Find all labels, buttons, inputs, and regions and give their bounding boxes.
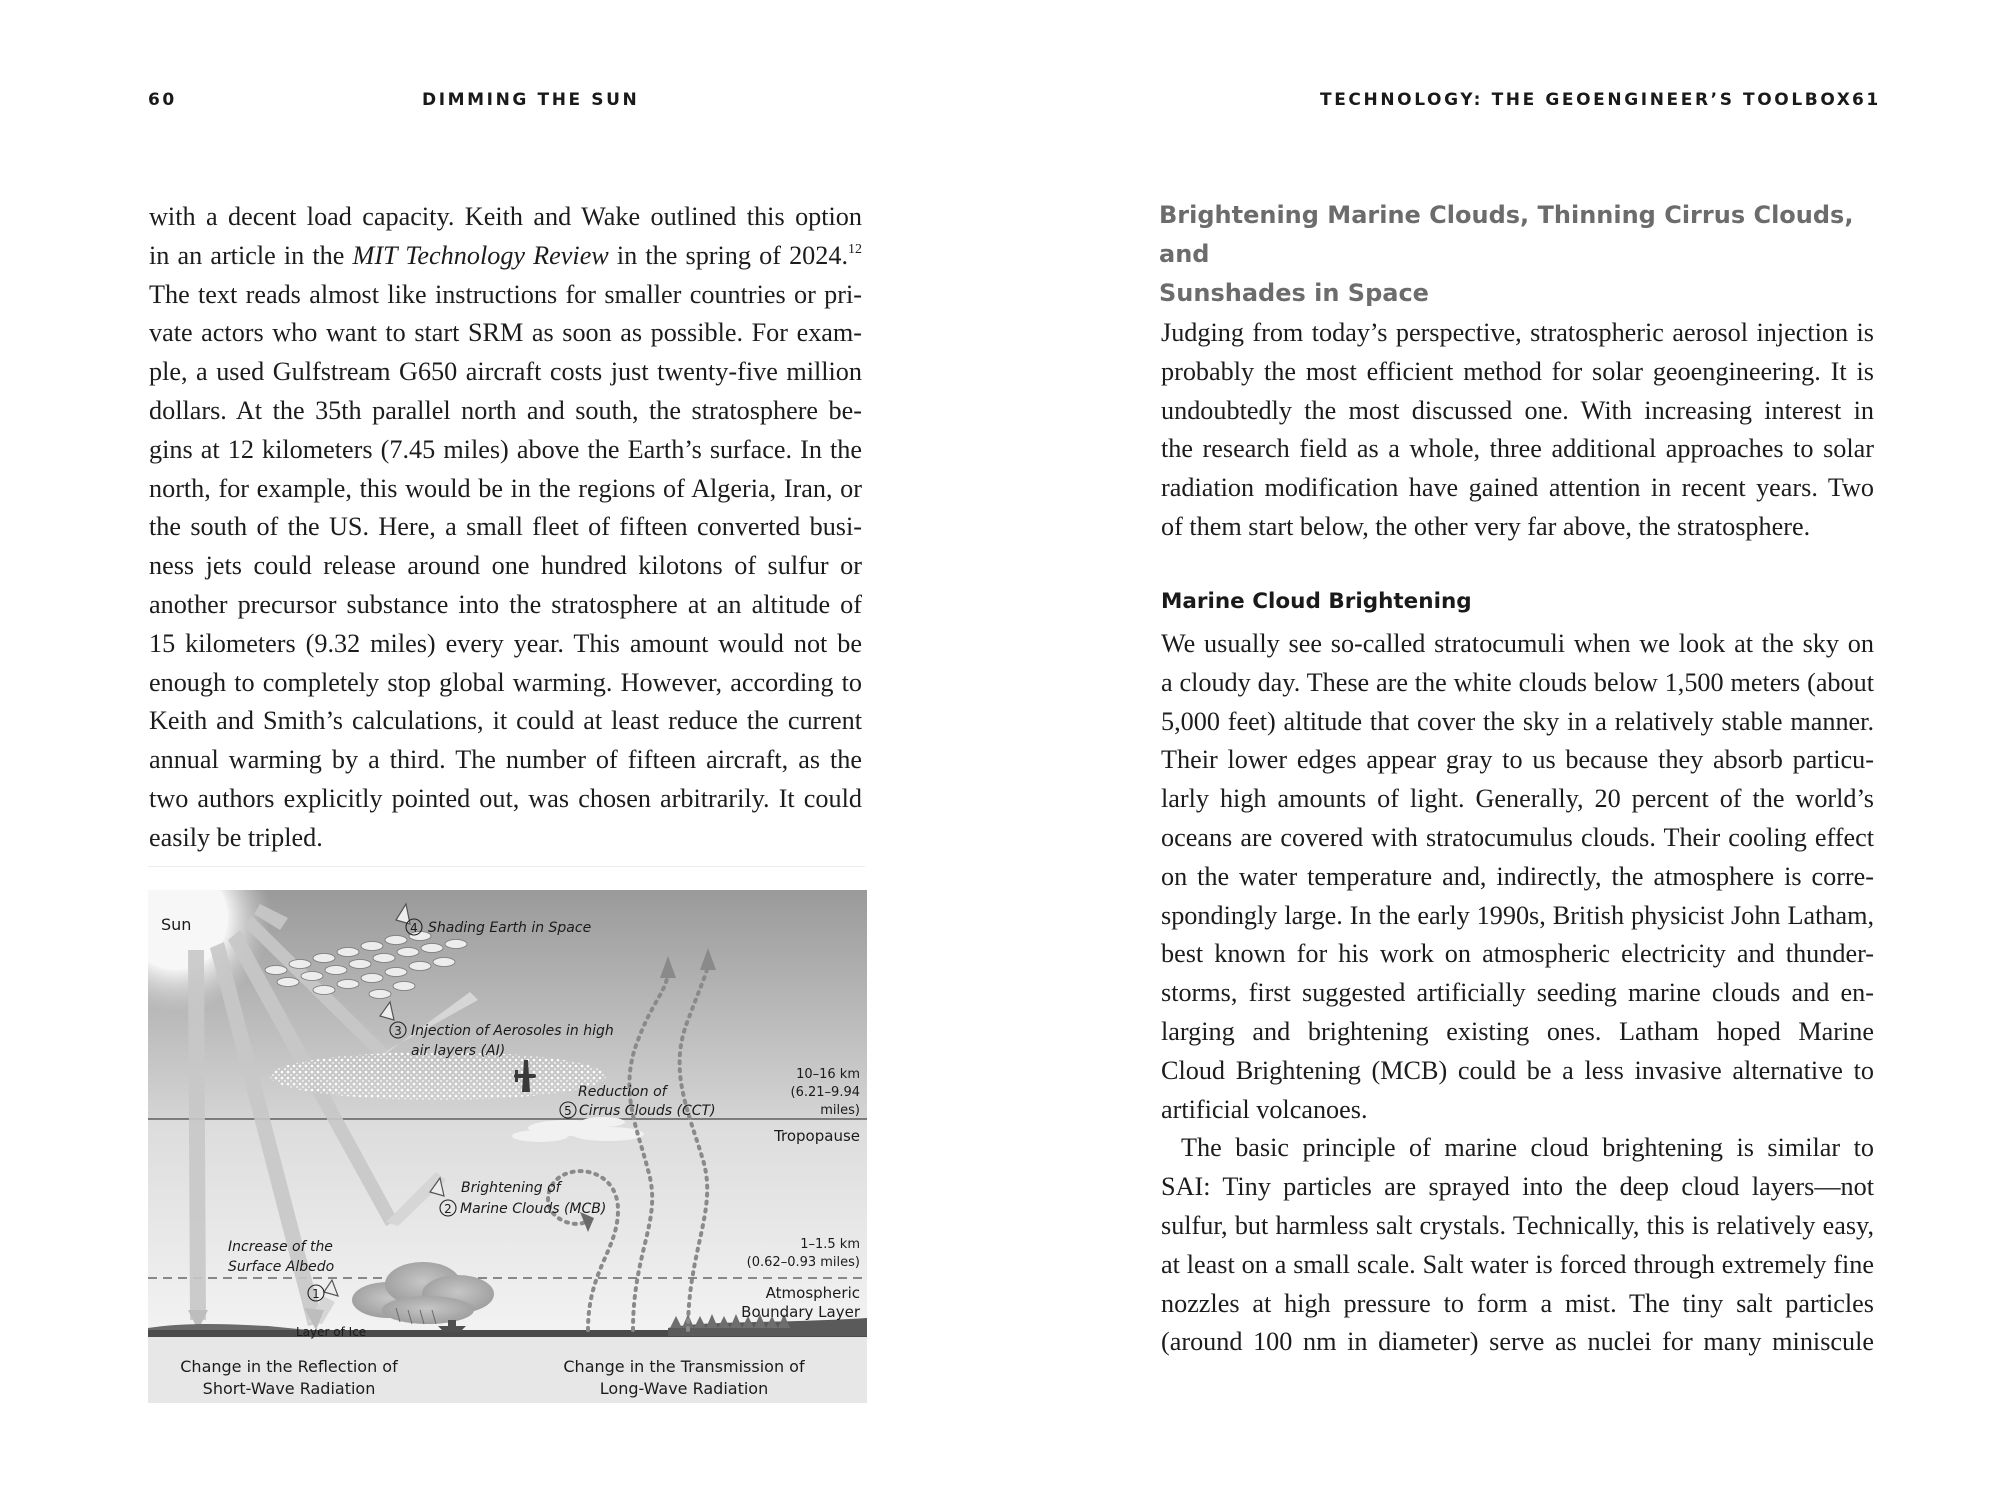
text-line: two authors explicitly pointed out, was chosen arbitrarily. It could bbox=[149, 783, 862, 813]
left-body-text bbox=[149, 198, 862, 858]
running-head-left: DIMMING THE SUN bbox=[422, 90, 640, 110]
text-line: a cloudy day. These are the white clouds below 1,500 meters (about bbox=[1161, 667, 1874, 697]
shading-label: Shading Earth in Space bbox=[428, 920, 592, 936]
boundary-label-2: Boundary Layer bbox=[741, 1303, 860, 1321]
running-head-right: TECHNOLOGY: THE GEOENGINEER’S TOOLBOX bbox=[1320, 90, 1853, 110]
text-line: spondingly large. In the early 1990s, British physicist John Latham, bbox=[1161, 900, 1874, 930]
text-line: radiation modification have gained attention in recent years. Two bbox=[1161, 473, 1874, 503]
text-line: Judging from today’s perspective, stratospheric aerosol injection is bbox=[1161, 318, 1874, 347]
text-line: annual warming by a third. The number of fifteen aircraft, as the bbox=[149, 745, 862, 775]
altitude-low-1: 1–1.5 km bbox=[800, 1237, 860, 1252]
text-line: the research field as a whole, three additional approaches to solar bbox=[1161, 434, 1874, 464]
text-line: with a decent load capacity. Keith and Wake outlined this option bbox=[149, 202, 862, 231]
method-3-number: 3 bbox=[394, 1024, 402, 1038]
altitude-high-2: (6.21–9.94 bbox=[790, 1085, 860, 1100]
right-paragraph-2 bbox=[1161, 625, 1874, 1362]
text-line: dollars. At the 35th parallel north and south, the stratosphere be- bbox=[149, 395, 862, 425]
cirrus-label-1: Reduction of bbox=[578, 1084, 667, 1100]
text-line: SAI: Tiny particles are sprayed into the deep cloud layers—not bbox=[1161, 1172, 1874, 1202]
boundary-label-1: Atmospheric bbox=[765, 1284, 860, 1302]
text-line: artificial volcanoes. bbox=[1161, 1094, 1368, 1124]
short-wave-caption-2: Short-Wave Radiation bbox=[202, 1379, 376, 1398]
text-line: larging and brightening existing ones. Latham hoped Marine bbox=[1161, 1016, 1874, 1046]
subheading-marine-cloud: Marine Cloud Brightening bbox=[1161, 589, 1472, 614]
section-heading-line-1: Brightening Marine Clouds, Thinning Cirrus Clouds, and bbox=[1159, 201, 1854, 268]
text-line: enough to completely stop global warming. However, according to bbox=[149, 667, 862, 697]
altitude-high-1: 10–16 km bbox=[796, 1067, 860, 1082]
text-line: another precursor substance into the stratosphere at an altitude of bbox=[149, 589, 862, 619]
text-line: at least on a small scale. Salt water is forced through extremely fine bbox=[1161, 1249, 1874, 1279]
text-line: ple, a used Gulfstream G650 aircraft costs just twenty-five million bbox=[149, 357, 862, 387]
section-heading-line-2: Sunshades in Space bbox=[1159, 279, 1429, 307]
section-heading bbox=[1159, 196, 1879, 313]
tropopause-label: Tropopause bbox=[774, 1127, 860, 1145]
long-wave-caption-1: Change in the Transmission of bbox=[563, 1357, 805, 1376]
text-line: easily be tripled. bbox=[149, 822, 323, 852]
text-line: (around 100 nm in diameter) serve as nuclei for many miniscule bbox=[1161, 1327, 1874, 1357]
albedo-label-1: Increase of the bbox=[228, 1239, 333, 1255]
text-line: ness jets could release around one hundred kilotons of sulfur or bbox=[149, 551, 862, 581]
aerosol-layer bbox=[270, 1052, 606, 1100]
text-line: north, for example, this would be in the regions of Algeria, Iran, or bbox=[149, 473, 862, 503]
text-line: Keith and Smith’s calculations, it could at least reduce the current bbox=[149, 706, 862, 736]
text-line: the south of the US. Here, a small fleet of fifteen converted busi- bbox=[149, 512, 862, 542]
method-1-number: 1 bbox=[312, 1287, 320, 1301]
albedo-label-2: Surface Albedo bbox=[228, 1259, 335, 1275]
sun-label: Sun bbox=[161, 915, 192, 934]
right-paragraph-1 bbox=[1161, 314, 1874, 547]
text-line: storms, first suggested artificially seeding marine clouds and en- bbox=[1161, 978, 1874, 1008]
geoengineering-figure bbox=[148, 890, 867, 1403]
page-number-left: 60 bbox=[148, 90, 177, 110]
method-2-number: 2 bbox=[444, 1202, 452, 1216]
text-line: on the water temperature and, indirectly, the atmosphere is corre- bbox=[1161, 861, 1874, 891]
text-line: 5,000 feet) altitude that cover the sky in a relatively stable manner. bbox=[1161, 706, 1874, 736]
text-line: We usually see so-called stratocumuli when we look at the sky on bbox=[1161, 629, 1874, 658]
text-line: nozzles at high pressure to form a mist. The tiny salt particles bbox=[1161, 1288, 1874, 1318]
text-line: gins at 12 kilometers (7.45 miles) above the Earth’s surface. In the bbox=[149, 434, 862, 464]
altitude-high-3: miles) bbox=[820, 1103, 860, 1118]
long-wave-caption-2: Long-Wave Radiation bbox=[599, 1379, 769, 1398]
text-line: undoubtedly the most discussed one. With increasing interest in bbox=[1161, 395, 1874, 425]
method-4-number: 4 bbox=[410, 921, 418, 935]
text-line: best known for his work on atmospheric electricity and thunder- bbox=[1161, 939, 1874, 969]
geoengineering-diagram bbox=[148, 890, 867, 1403]
method-5-number: 5 bbox=[564, 1104, 572, 1118]
text-line: larly high amounts of light. Generally, 20 percent of the world’s bbox=[1161, 784, 1874, 814]
injection-label-1: Injection of Aerosoles in high bbox=[411, 1023, 614, 1039]
text-line: Cloud Brightening (MCB) could be a less invasive alternative to bbox=[1161, 1055, 1874, 1085]
text-line: The basic principle of marine cloud brightening is similar to bbox=[1181, 1133, 1874, 1163]
ice-label: Layer of Ice bbox=[296, 1325, 367, 1339]
text-line: oceans are covered with stratocumulus clouds. Their cooling effect bbox=[1161, 822, 1874, 852]
mcb-label-2: Marine Clouds (MCB) bbox=[460, 1201, 607, 1217]
text-line: Their lower edges appear gray to us because they absorb particu- bbox=[1161, 745, 1874, 775]
text-line: probably the most efficient method for solar geoengineering. It is bbox=[1161, 356, 1874, 386]
text-line: vate actors who want to start SRM as soon as possible. For exam- bbox=[149, 318, 862, 348]
text-line: of them start below, the other very far above, the stratosphere. bbox=[1161, 511, 1811, 541]
page-number-right: 61 bbox=[1852, 90, 1881, 110]
text-line: The text reads almost like instructions for smaller countries or pri- bbox=[149, 279, 862, 309]
text-line: in an article in the MIT Technology Review in the spring of 2024.12 bbox=[149, 240, 862, 270]
text-line: sulfur, but harmless salt crystals. Technically, this is relatively easy, bbox=[1161, 1210, 1874, 1240]
figure-divider bbox=[148, 866, 865, 867]
injection-label-2: air layers (AI) bbox=[411, 1043, 506, 1059]
altitude-low-2: (0.62–0.93 miles) bbox=[746, 1255, 860, 1270]
cirrus-label-2: Cirrus Clouds (CCT) bbox=[579, 1103, 716, 1119]
text-line: 15 kilometers (9.32 miles) every year. This amount would not be bbox=[149, 628, 862, 658]
short-wave-caption-1: Change in the Reflection of bbox=[180, 1357, 398, 1376]
mcb-label-1: Brightening of bbox=[461, 1180, 561, 1196]
